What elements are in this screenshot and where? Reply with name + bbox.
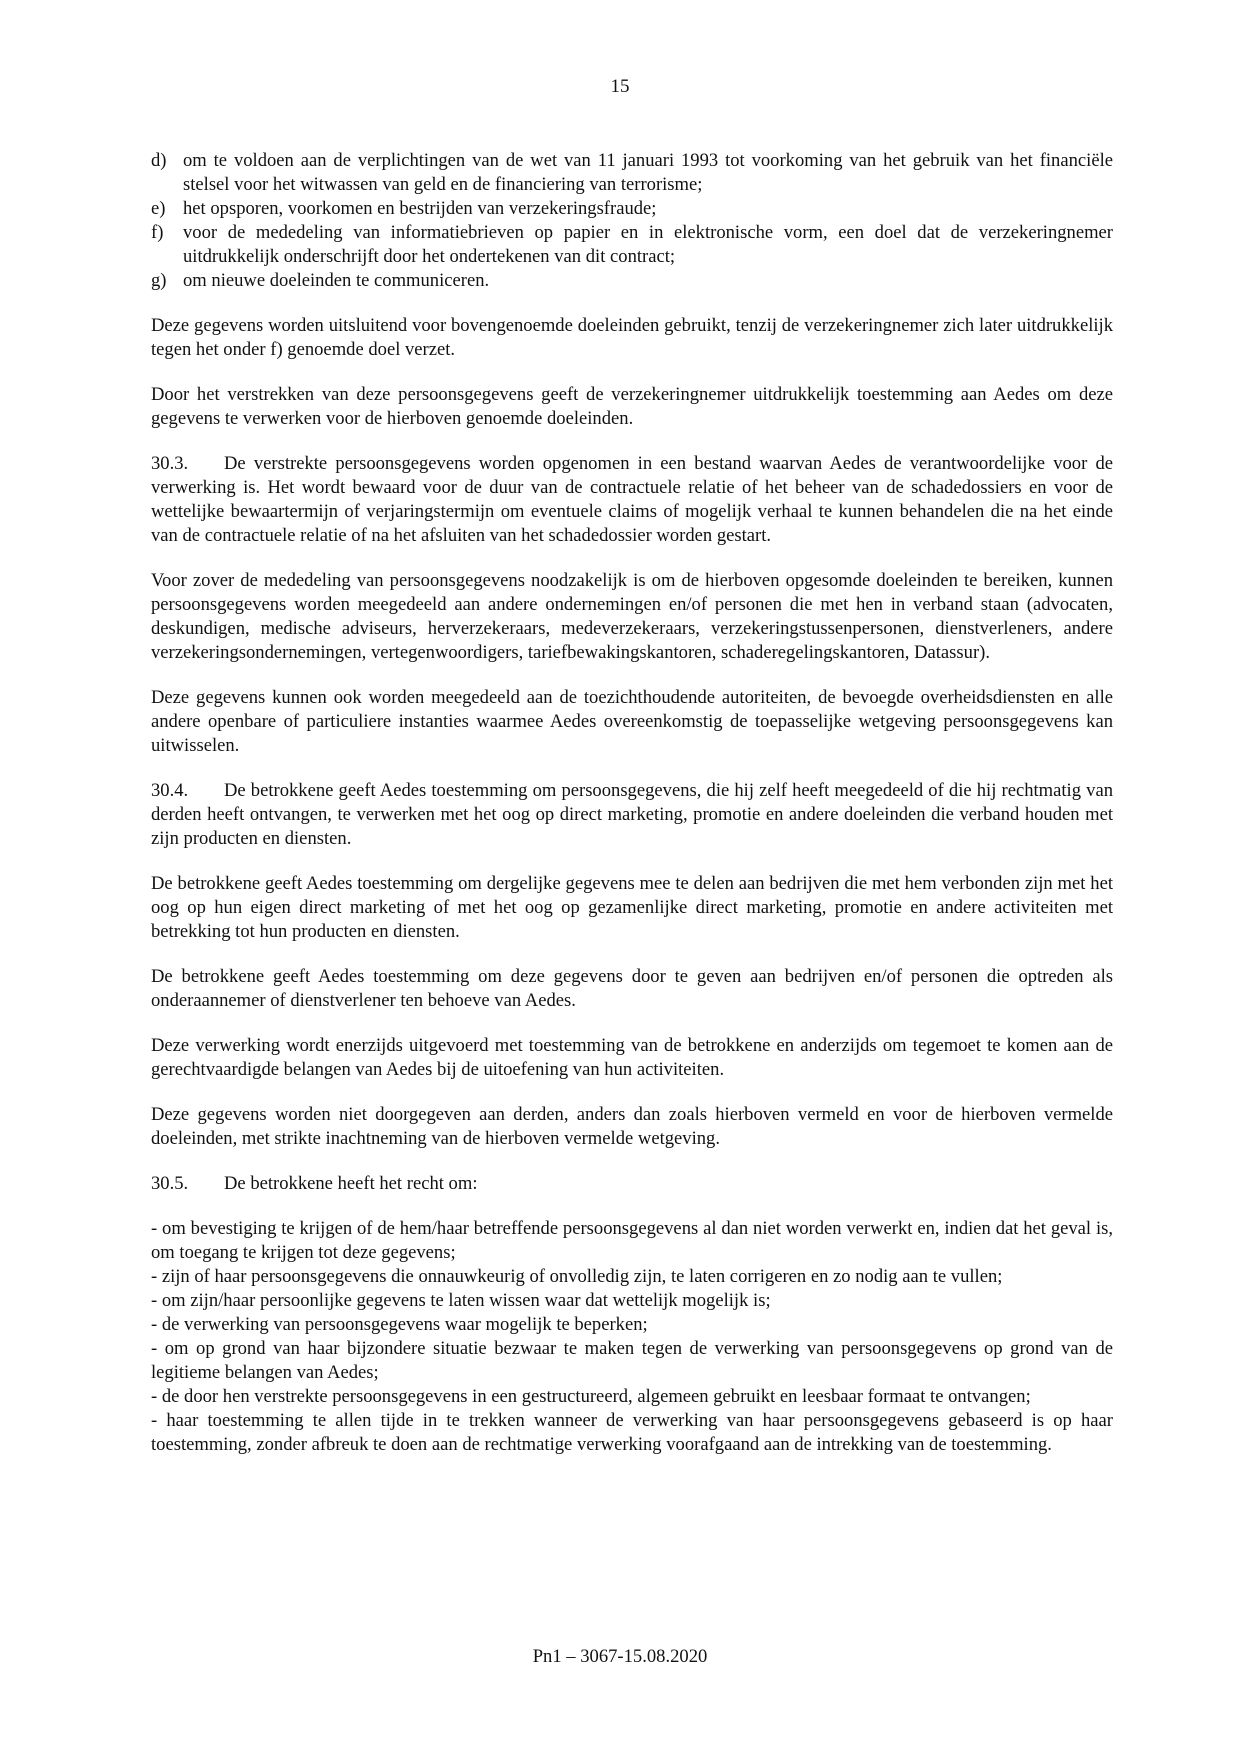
- list-text: het opsporen, voorkomen en bestrijden van verzekeringsfraude;: [183, 198, 657, 219]
- paragraph: Deze verwerking wordt enerzijds uitgevoerd met toestemming van de betrokkene en anderzijds om tegemoet te komen aan de gerechtvaardigde belangen van Aedes bij de uitoefening van hun activiteiten.: [151, 1035, 1113, 1080]
- section-number: 30.4.: [151, 780, 189, 801]
- section-number: 30.3.: [151, 453, 189, 474]
- rights-item: - de door hen verstrekte persoonsgegevens in een gestructureerd, algemeen gebruikt en leesbaar formaat te ontvangen;: [151, 1386, 1031, 1407]
- rights-item: - haar toestemming te allen tijde in te trekken wanneer de verwerking van haar persoonsgegevens gebaseerd is op haar toestemming, zonder afbreuk te doen aan de rechtmatige verwerking voorafgaand aan de intrekking van de toestemming.: [151, 1410, 1113, 1455]
- section-30-5: [151, 1172, 1113, 1196]
- rights-item: - om op grond van haar bijzondere situatie bezwaar te maken tegen de verwerking van persoonsgegevens op grond van de legitieme belangen van Aedes;: [151, 1338, 1113, 1383]
- section-text: De betrokkene geeft Aedes toestemming om persoonsgegevens, die hij zelf heeft meegedeeld of die hij rechtmatig van derden heeft ontvangen, te verwerken met het oog op direct marketing, promotie en andere doeleinden die verband houden met zijn producten en diensten.: [151, 780, 1113, 849]
- list-item: [151, 221, 1113, 269]
- section-text: De verstrekte persoonsgegevens worden opgenomen in een bestand waarvan Aedes de verantwoordelijke voor de verwerking is. Het wordt bewaard voor de duur van de contractuele relatie of het beheer van de schadedossiers en voor de wettelijke bewaartermijn of verjaringstermijn om eventuele claims of mogelijk verhaal te kunnen behandelen die na het einde van de contractuele relatie of na het afsluiten van het schadedossier worden gestart.: [151, 453, 1113, 546]
- document-body: [151, 149, 1113, 1457]
- list-marker: e): [151, 198, 166, 219]
- paragraph: De betrokkene geeft Aedes toestemming om dergelijke gegevens mee te delen aan bedrijven die met hem verbonden zijn met het oog op hun eigen direct marketing of met het oog op gezamenlijke direct marketing, promotie en andere activiteiten met betrekking tot hun producten en diensten.: [151, 873, 1113, 942]
- section-30-4: [151, 779, 1113, 851]
- page-number: 15: [610, 76, 630, 97]
- rights-item: - zijn of haar persoonsgegevens die onnauwkeurig of onvolledig zijn, te laten corrigeren en zo nodig aan te vullen;: [151, 1266, 1003, 1287]
- paragraph: Voor zover de mededeling van persoonsgegevens noodzakelijk is om de hierboven opgesomde doeleinden te bereiken, kunnen persoonsgegevens worden meegedeeld aan andere ondernemingen en/of personen die met hen in verband staan (advocaten, deskundigen, medische adviseurs, herverzekeraars, medeverzekeraars, verzekeringstussenpersonen, dienstverleners, andere verzekeringsondernemingen, vertegenwoordigers, tariefbewakingskantoren, schaderegelingskantoren, Datassur).: [151, 570, 1113, 663]
- list-marker: g): [151, 270, 167, 291]
- list-marker: d): [151, 150, 167, 171]
- list-text: voor de mededeling van informatiebrieven op papier en in elektronische vorm, een doel dat de verzekeringnemer uitdrukkelijk onderschrijft door het ondertekenen van dit contract;: [183, 222, 1113, 267]
- list-text: om nieuwe doeleinden te communiceren.: [183, 270, 490, 291]
- section-text: De betrokkene heeft het recht om:: [224, 1173, 478, 1194]
- list-item: [151, 149, 1113, 197]
- rights-item: - om zijn/haar persoonlijke gegevens te laten wissen waar dat wettelijk mogelijk is;: [151, 1290, 771, 1311]
- section-30-3: [151, 452, 1113, 548]
- paragraph: Deze gegevens worden uitsluitend voor bovengenoemde doeleinden gebruikt, tenzij de verzekeringnemer zich later uitdrukkelijk tegen het onder f) genoemde doel verzet.: [151, 315, 1113, 360]
- list-marker: f): [151, 222, 164, 243]
- paragraph: Deze gegevens worden niet doorgegeven aan derden, anders dan zoals hierboven vermeld en voor de hierboven vermelde doeleinden, met strikte inachtneming van de hierboven vermelde wetgeving.: [151, 1104, 1113, 1149]
- list-item: [151, 269, 1113, 293]
- document-footer: Pn1 – 3067-15.08.2020: [532, 1646, 708, 1667]
- paragraph: Door het verstrekken van deze persoonsgegevens geeft de verzekeringnemer uitdrukkelijk toestemming aan Aedes om deze gegevens te verwerken voor de hierboven genoemde doeleinden.: [151, 384, 1113, 429]
- rights-list: [151, 1217, 1113, 1457]
- rights-item: - om bevestiging te krijgen of de hem/haar betreffende persoonsgegevens al dan niet worden verwerkt en, indien dat het geval is, om toegang te krijgen tot deze gegevens;: [151, 1218, 1113, 1263]
- list-item: [151, 197, 1113, 221]
- section-number: 30.5.: [151, 1173, 189, 1194]
- rights-item: - de verwerking van persoonsgegevens waar mogelijk te beperken;: [151, 1314, 648, 1335]
- list-text: om te voldoen aan de verplichtingen van de wet van 11 januari 1993 tot voorkoming van het gebruik van het financiële stelsel voor het witwassen van geld en de financiering van terrorisme;: [183, 150, 1113, 195]
- paragraph: Deze gegevens kunnen ook worden meegedeeld aan de toezichthoudende autoriteiten, de bevoegde overheidsdiensten en alle andere openbare of particuliere instanties waarmee Aedes overeenkomstig de toepasselijke wetgeving persoonsgegevens kan uitwisselen.: [151, 687, 1113, 756]
- paragraph: De betrokkene geeft Aedes toestemming om deze gegevens door te geven aan bedrijven en/of personen die optreden als onderaannemer of dienstverlener ten behoeve van Aedes.: [151, 966, 1113, 1011]
